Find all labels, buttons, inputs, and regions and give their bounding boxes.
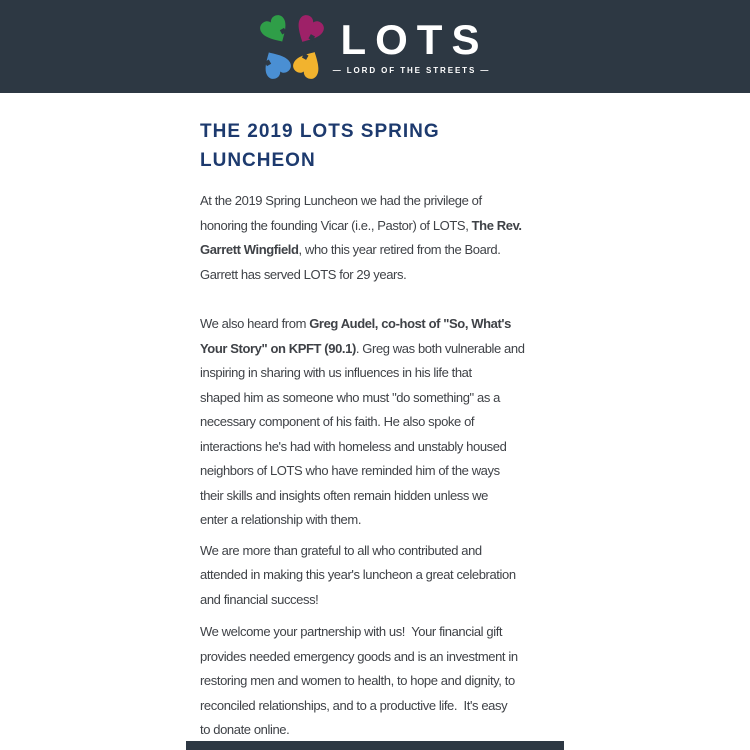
pinwheel-heart-yellow <box>290 45 323 78</box>
text-line: their skills and insights often remain hidden unless we <box>200 487 489 503</box>
text-line: At the 2019 Spring Luncheon we had the privilege of <box>200 193 482 208</box>
paragraph <box>200 620 750 743</box>
article-paragraphs <box>200 189 750 743</box>
logo-text <box>332 15 491 75</box>
text-line: necessary component of his faith. He also spoke of <box>200 414 475 429</box>
text-line: Your Story" on KPFT (90.1). Greg was both vulnerable and <box>200 340 525 356</box>
text-line: enter a relationship with them. <box>200 512 362 527</box>
email-body <box>0 93 750 743</box>
paragraph <box>200 539 750 613</box>
article-title: THE 2019 LOTS SPRING LUNCHEON <box>200 121 440 171</box>
next-section-edge <box>186 741 564 750</box>
text-line: inspiring in sharing with us influences in his life that <box>200 365 472 380</box>
text-line: reconciled relationships, and to a productive life. It's easy <box>200 697 508 713</box>
text-line: shaped him as someone who must "do something" as a <box>200 389 500 405</box>
text-line: and financial success! <box>200 591 319 607</box>
text-line: honoring the founding Vicar (i.e., Pastor) of LOTS, The Rev. <box>200 217 522 233</box>
text-line: provides needed emergency goods and is an investment in <box>200 648 518 664</box>
brand-name: LOTS <box>340 15 489 63</box>
pinwheel-heart-green <box>260 15 293 48</box>
text-line: Garrett Wingfield, who this year retired from the Board. <box>200 242 501 257</box>
text-line: Garrett has served LOTS for 29 years. <box>200 266 407 282</box>
text-line: restoring men and women to health, to hope and dignity, to <box>200 673 515 688</box>
paragraph <box>200 312 750 533</box>
text-line: to donate online. <box>200 722 290 737</box>
lots-logo <box>260 15 490 79</box>
pinwheel-heart-magenta <box>290 15 323 48</box>
paragraph <box>200 189 750 287</box>
text-line: attended in making this year's luncheon a great celebration <box>200 567 516 582</box>
text-line: We welcome your partnership with us! Your financial gift <box>200 624 503 639</box>
text-line: neighbors of LOTS who have reminded him of the ways <box>200 463 500 478</box>
text-line: We also heard from Greg Audel, co-host of "So, What's <box>200 316 511 331</box>
text-line: interactions he's had with homeless and unstably housed <box>200 438 507 454</box>
header <box>0 0 750 93</box>
brand-tagline: — LORD OF THE STREETS — <box>332 65 491 75</box>
text-line: We are more than grateful to all who contributed and <box>200 542 482 558</box>
lots-pinwheel-icon <box>260 15 324 79</box>
